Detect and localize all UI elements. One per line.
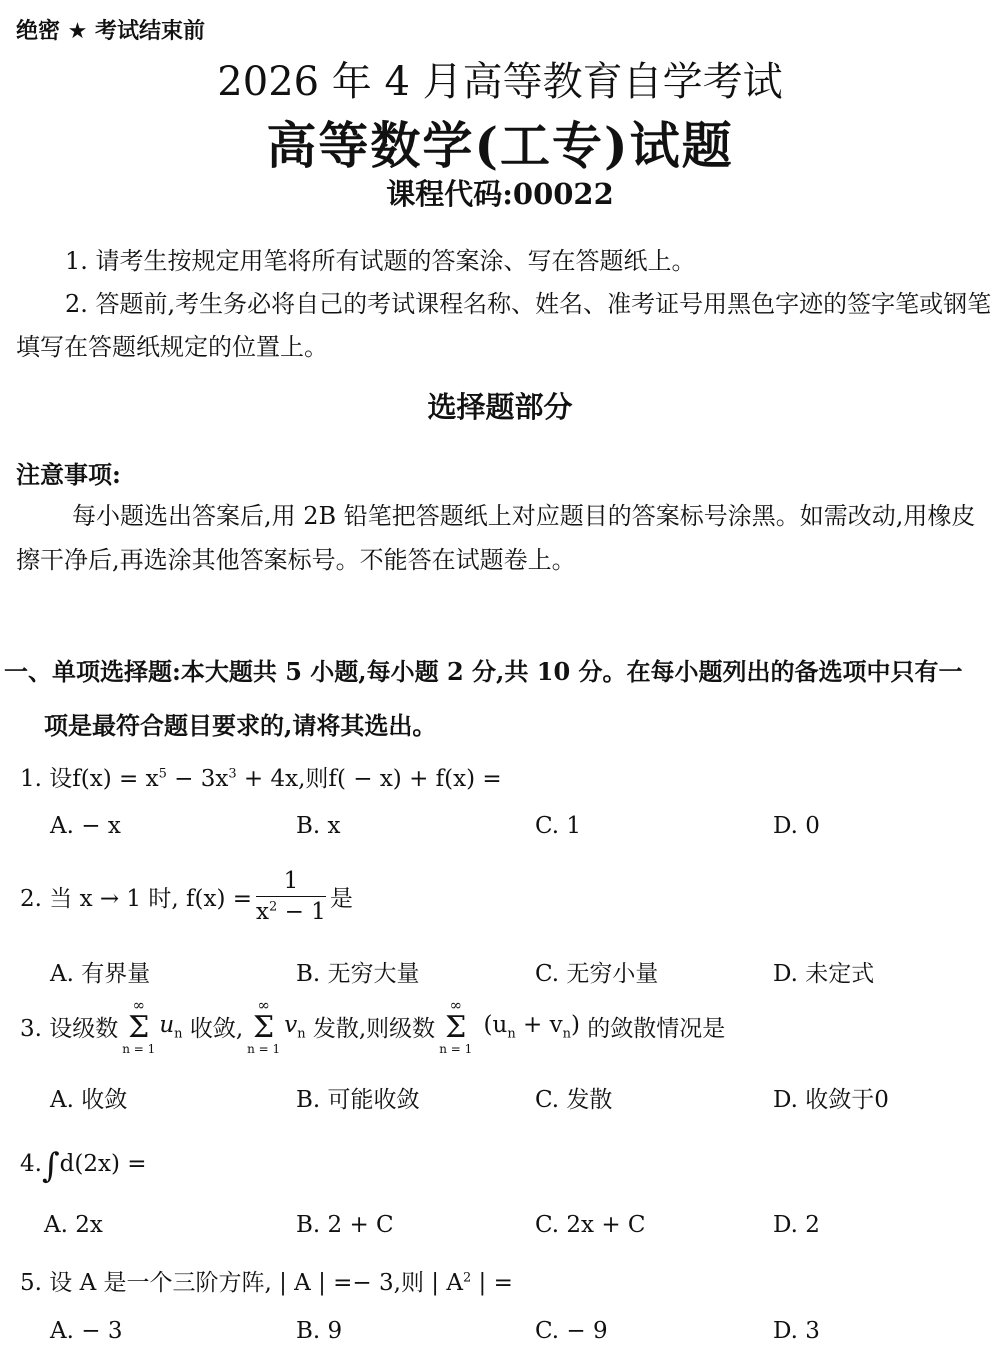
question-3: 3. 设级数 ∞ Σ n = 1 $u_n$ 收敛, ∞ Σ n = 1 $v_n$ 发散,则级数 ∞ Σ n = 1 $(u_n + v_n)$ 的敛散情况是 — [20, 996, 726, 1056]
exam-title: 2026 年 4 月高等教育自学考试 — [217, 59, 783, 105]
confidential-mark: 绝密 ★ 考试结束前 — [16, 19, 206, 44]
question-1: 1. 设$f(x) = x^5 - 3x^3 + 4x$,则f( − x) + f(x) = — [20, 766, 502, 792]
part1-heading-line-2: 项是最符合题目要求的,请将其选出。 — [44, 711, 437, 740]
q1-option-b: B. x — [296, 813, 341, 839]
q5-option-a: A. − 3 — [50, 1318, 123, 1344]
q1-option-c: C. 1 — [535, 813, 582, 839]
question-4: 4.∫d(2x) = — [20, 1146, 147, 1186]
sum-symbol-1: ∞ Σ n = 1 — [122, 996, 156, 1056]
q2-option-c: C. 无穷小量 — [535, 961, 659, 987]
paper-title: 高等数学(工专)试题 — [266, 116, 734, 175]
note-2-line-1: 2. 答题前,考生务必将自己的考试课程名称、姓名、准考证号用黑色字迹的签字笔或钢笔 — [65, 290, 992, 318]
q2-option-d: D. 未定式 — [773, 961, 875, 987]
q5-option-d: D. 3 — [773, 1318, 820, 1344]
q1-option-d: D. 0 — [773, 813, 820, 839]
attention-line-2: 擦干净后,再选涂其他答案标号。不能答在试题卷上。 — [16, 546, 576, 574]
attention-title: 注意事项: — [16, 460, 121, 489]
integral-symbol: ∫ — [41, 1146, 60, 1186]
q2-option-b: B. 无穷大量 — [296, 961, 420, 987]
note-2-line-2: 填写在答题纸规定的位置上。 — [16, 333, 328, 361]
q5-option-b: B. 9 — [296, 1318, 343, 1344]
q4-option-b: B. 2 + C — [296, 1212, 394, 1238]
sum-symbol-3: ∞ Σ n = 1 — [439, 996, 473, 1056]
q4-option-c: C. 2x + C — [535, 1212, 646, 1238]
q2-option-a: A. 有界量 — [50, 961, 151, 987]
q4-option-d: D. 2 — [773, 1212, 820, 1238]
note-1: 1. 请考生按规定用笔将所有试题的答案涂、写在答题纸上。 — [65, 247, 696, 275]
question-2: 2. 当 x → 1 时, f(x) = $\frac{1}{x^2 - 1}$ 是 — [20, 868, 353, 925]
section-title: 选择题部分 — [427, 390, 573, 424]
q5-option-c: C. − 9 — [535, 1318, 608, 1344]
q4-option-a: A. 2x — [44, 1212, 103, 1238]
question-5: 5. 设 A 是一个三阶方阵, | A | =− 3,则 | $A^2$ | = — [20, 1270, 513, 1296]
part1-heading-line-1: 一、单项选择题:本大题共 5 小题,每小题 2 分,共 10 分。在每小题列出的备选项中只有一 — [4, 657, 963, 686]
fraction: $\frac{1}{x^2 - 1}$ — [256, 868, 326, 925]
q3-option-a: A. 收敛 — [50, 1087, 128, 1113]
sum-symbol-2: ∞ Σ n = 1 — [247, 996, 281, 1056]
course-code: 课程代码:00022 — [386, 177, 614, 211]
q3-option-c: C. 发散 — [535, 1087, 613, 1113]
attention-line-1: 每小题选出答案后,用 2B 铅笔把答题纸上对应题目的答案标号涂黑。如需改动,用橡皮 — [72, 502, 976, 530]
q1-option-a: A. − x — [50, 813, 121, 839]
q3-option-b: B. 可能收敛 — [296, 1087, 420, 1113]
q3-option-d: D. 收敛于0 — [773, 1087, 889, 1113]
